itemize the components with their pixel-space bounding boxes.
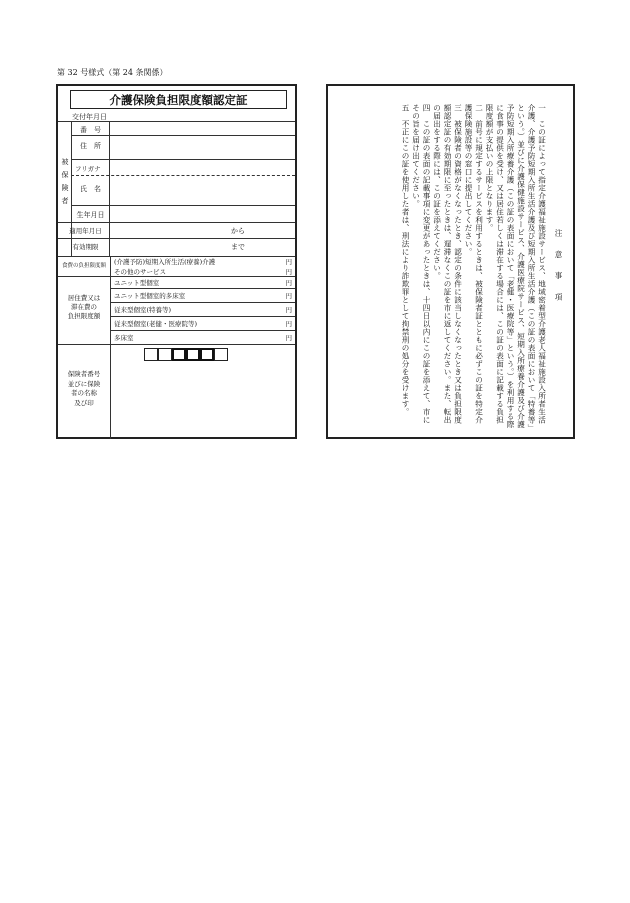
divider xyxy=(58,121,295,122)
insurer-label-line: 者の名称 xyxy=(71,389,97,397)
expiry-label: 有効期限 xyxy=(72,243,99,251)
birth-date-label: 生年月日 xyxy=(76,211,105,219)
form-number: 第 32 号様式（第 24 条関係） xyxy=(57,68,168,77)
divider xyxy=(110,302,295,303)
dashed-divider xyxy=(71,175,295,176)
note-item: 三 被保険者の資格がなくなったとき、認定の条件に該当しなくなったとき又は負担限度額認定証の有効期限に至ったときは、遅滞なくこの証を市に返してください。また、転出の届出をする際には、この証を添えてください。 xyxy=(432,104,463,424)
divider xyxy=(110,344,111,439)
notes-title: 注 意 事 項 xyxy=(554,229,563,304)
number-label: 番 号 xyxy=(80,126,101,134)
apply-date-label: 適用年月日 xyxy=(69,227,102,235)
notes-column xyxy=(338,104,563,429)
insurer-number-box xyxy=(158,348,172,361)
stay-row-unit: 円 xyxy=(285,279,292,287)
note-item: 四 この証の表面の記載事項に変更があったときは、十四日以内にこの証を添えて、市にその旨を届け出てください。 xyxy=(411,104,431,424)
stay-row-unit: 円 xyxy=(285,320,292,328)
stay-row-unit: 円 xyxy=(285,306,292,314)
insurer-label-line: 及び印 xyxy=(74,398,94,407)
stay-row-unit-private: ユニット型個室 xyxy=(114,279,160,287)
insurer-number-box xyxy=(172,348,186,361)
divider xyxy=(58,344,295,345)
insurer-number-box xyxy=(144,348,158,361)
divider xyxy=(110,330,295,331)
stay-row-multi-bed: 多床室 xyxy=(114,334,134,342)
insurer-label-line: 並びに保険 xyxy=(67,379,101,388)
divider xyxy=(58,222,295,223)
divider xyxy=(58,276,295,277)
food-row-other: その他のサービス xyxy=(114,268,166,276)
divider xyxy=(110,316,295,317)
stay-row-conventional-roken: 従来型個室(老健・医療院等) xyxy=(114,320,198,328)
insurer-label-line: 保険者番号 xyxy=(67,370,101,378)
stay-row-unit: 円 xyxy=(285,334,292,342)
divider xyxy=(71,159,295,160)
stay-cost-label xyxy=(58,294,110,321)
note-item: 五 不正にこの証を使用した者は、刑法により詐欺罪として拘禁刑の処分を受けます。 xyxy=(401,104,410,416)
expiry-until-text: まで xyxy=(231,243,245,251)
stay-row-conventional-tokuyo: 従来型個室(特養等) xyxy=(114,306,172,314)
note-item: 一 この証によって指定介護福祉施設サービス、地域密着型介護老人福祉施設入所者生活介護、介護予防短期入所生活介護及び短期入所生活介護（この証の表面において「特養等」という。）並びに介護保健施設サービス、介護医療院サービス、短期入所療養介護及び介護予防短期入所療養介護（この証の表面において「老健・医療院等」という。）を利用する際に食事の提供を受け、又は居住若しくは滞在する場合には、この証の表面に記載する負担限度額が支払いの上限となります。 xyxy=(485,104,547,429)
insurer-number-box xyxy=(200,348,214,361)
stay-row-unit-semi-private: ユニット型個室的多床室 xyxy=(114,292,186,300)
certificate-back xyxy=(326,84,575,439)
insurer-label xyxy=(58,370,110,408)
food-row-other-unit: 円 xyxy=(285,268,292,276)
name-label: 氏 名 xyxy=(80,185,101,193)
stay-cost-label-line: 滞在費の xyxy=(71,303,97,311)
insurer-number-box xyxy=(214,348,228,361)
furigana-label: フリガナ xyxy=(75,165,101,173)
food-cost-label: 食費の負担限度額 xyxy=(61,263,106,269)
stay-cost-label-line: 居住費又は xyxy=(67,294,101,302)
food-row-short-stay: (介護予防)短期入所生活(療養)介護 xyxy=(114,258,216,266)
certificate-title: 介護保険負担限度額認定証 xyxy=(70,90,287,109)
divider xyxy=(71,135,295,136)
note-item: 二 前号に規定するサービスを利用するときは、被保険者証とともに必ずこの証を特定介護保険施設等の窓口に提出してください。 xyxy=(464,104,484,424)
apply-from-text: から xyxy=(231,227,245,235)
stay-cost-label-line: 負担限度額 xyxy=(67,312,101,320)
address-label: 住 所 xyxy=(80,142,101,150)
insurer-number-box xyxy=(186,348,200,361)
divider xyxy=(110,288,295,289)
stay-row-unit: 円 xyxy=(285,292,292,300)
insured-label-text: 被保険者 xyxy=(61,158,69,205)
divider xyxy=(58,238,295,239)
issue-date-label: 交付年月日 xyxy=(72,113,107,121)
insured-label xyxy=(60,156,70,208)
divider xyxy=(109,121,110,257)
divider xyxy=(71,205,295,206)
food-row-short-stay-unit: 円 xyxy=(285,258,292,266)
certificate-front xyxy=(56,84,297,439)
